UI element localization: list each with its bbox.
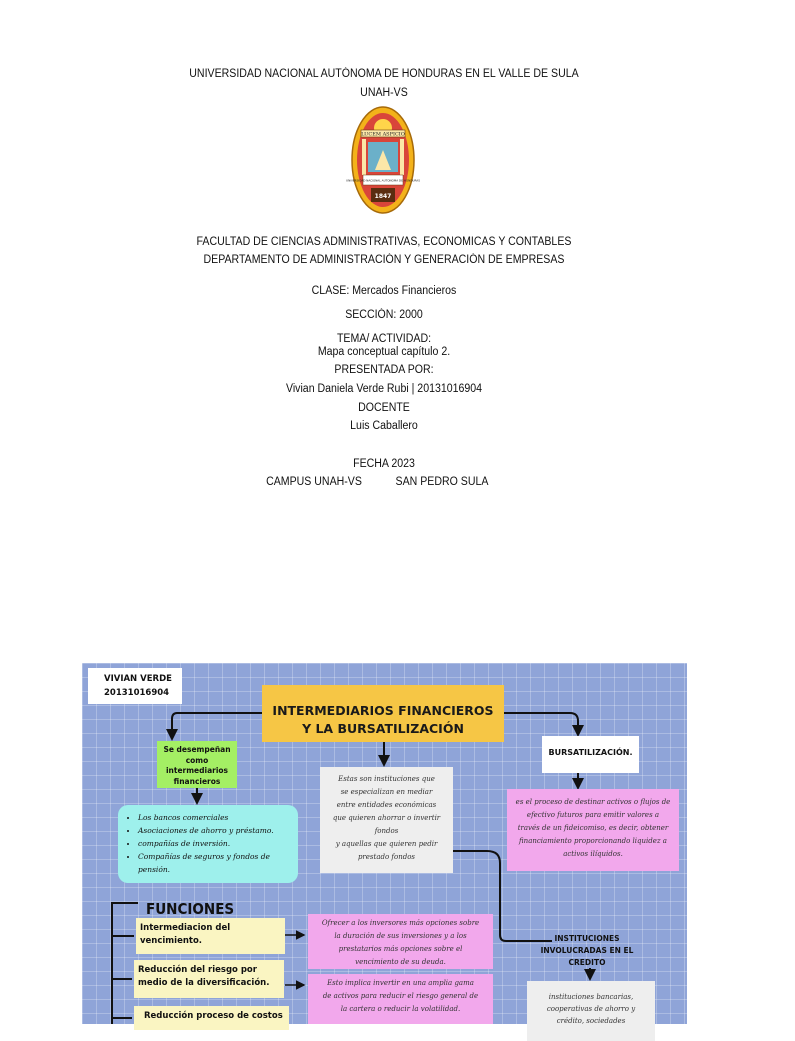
definition-line: financiamiento proporcionando liquidez a: [519, 837, 667, 845]
function-item: Reducción proceso de costos: [134, 1006, 289, 1030]
description-line: Esto implica invertir en una amplia gama: [327, 979, 474, 987]
author-id: 20131016904: [104, 688, 170, 698]
description-line: cooperativas de ahorro y: [546, 1005, 636, 1013]
author-name: VIVIAN VERDE: [104, 674, 172, 684]
definition-line: fondos: [374, 827, 399, 835]
definition-line: efectivo futuros para emitir valores a: [526, 811, 660, 819]
faculty-name: FACULTAD DE CIENCIAS ADMINISTRATIVAS, ECONOMICAS Y CONTABLES: [196, 236, 572, 248]
definition-box: [320, 767, 453, 873]
university-seal-logo: [346, 106, 420, 214]
institutions-label: INSTITUCIONES INVOLUCRADAS EN EL CREDITO: [540, 934, 634, 967]
functions-heading: FUNCIONES: [146, 900, 235, 918]
definition-line: y aquellas que quieren pedir: [335, 840, 438, 848]
svg-text:LUCEM ASPICIO: LUCEM ASPICIO: [361, 131, 405, 138]
institutions-description: [527, 981, 655, 1041]
examples-box: [118, 805, 298, 883]
concept-map: [82, 663, 687, 1024]
author-box: [88, 668, 182, 704]
university-acronym: UNAH-VS: [360, 87, 408, 99]
example-item: • compañías de inversión.: [138, 837, 298, 850]
campus: CAMPUS UNAH-VS: [266, 476, 362, 488]
definition-line: que quieren ahorrar o invertir: [332, 814, 441, 822]
map-title-line-2: Y LA BURSATILIZACIÓN: [302, 721, 464, 736]
function-item: Reducción del riesgo por medio de la diversificación.: [134, 960, 284, 998]
example-item: • Los bancos comerciales: [138, 811, 298, 824]
date: FECHA 2023: [353, 458, 415, 470]
role-box: Se desempeñan como intermediarios financieros: [157, 741, 237, 788]
description-line: crédito, sociedades: [556, 1017, 626, 1025]
student-name: Vivian Daniela Verde Rubi | 20131016904: [285, 383, 483, 395]
definition-line: activos ilíquidos.: [563, 850, 623, 858]
description-line: Ofrecer a los inversores más opciones sobre: [321, 919, 480, 927]
section: SECCIÓN: 2000: [345, 309, 423, 321]
presented-label: PRESENTADA POR:: [334, 364, 434, 376]
definition-line: entre entidades económicas: [336, 801, 437, 809]
bursatilizacion-label: BURSATILIZACIÓN.: [542, 736, 639, 773]
description-line: la duración de sus inversiones y a los: [334, 932, 467, 940]
city: SAN PEDRO SULA: [395, 476, 489, 488]
university-name: UNIVERSIDAD NACIONAL AUTÓNOMA DE HONDURAS EN EL VALLE DE SULA: [189, 68, 579, 80]
description-line: prestatarios más opciones sobre el: [338, 945, 463, 953]
description-line: instituciones bancarias,: [548, 993, 634, 1001]
map-title: [262, 685, 504, 742]
definition-line: través de un fideicomiso, es decir, obtener: [517, 824, 669, 832]
teacher-label: DOCENTE: [358, 402, 410, 414]
class-name: CLASE: Mercados Financieros: [311, 285, 457, 297]
function-item: Intermediacion del vencimiento.: [136, 918, 285, 954]
bursatilizacion-definition: [507, 789, 679, 871]
topic: Mapa conceptual capítulo 2.: [317, 346, 451, 358]
map-title-line-1: INTERMEDIARIOS FINANCIEROS: [272, 703, 494, 718]
example-item: • Asociaciones de ahorro y préstamo.: [138, 824, 298, 837]
description-line: la cartera o reducir la volatilidad.: [340, 1005, 461, 1013]
teacher-name: Luis Caballero: [350, 420, 418, 432]
function-description: [308, 914, 493, 969]
description-line: de activos para reducir el riesgo general de: [322, 992, 479, 1000]
example-item: • Compañías de seguros y fondos de pensión.: [138, 850, 298, 876]
definition-line: es el proceso de destinar activos o flujos de: [515, 798, 671, 806]
svg-text:UNIVERSIDAD NACIONAL AUTONOMA: UNIVERSIDAD NACIONAL AUTONOMA DE HONDURAS: [346, 178, 420, 183]
description-line: vencimiento de su deuda.: [355, 958, 446, 966]
definition-line: se especializan en mediar: [340, 788, 433, 796]
topic-label: TEMA/ ACTIVIDAD:: [336, 333, 432, 345]
department-name: DEPARTAMENTO DE ADMINISTRACIÓN Y GENERACIÓN DE EMPRESAS: [203, 254, 565, 266]
function-description: [308, 974, 493, 1024]
definition-line: Estas son instituciones que: [338, 775, 435, 783]
definition-line: prestado fondos: [357, 853, 416, 861]
svg-text:1847: 1847: [374, 193, 392, 200]
